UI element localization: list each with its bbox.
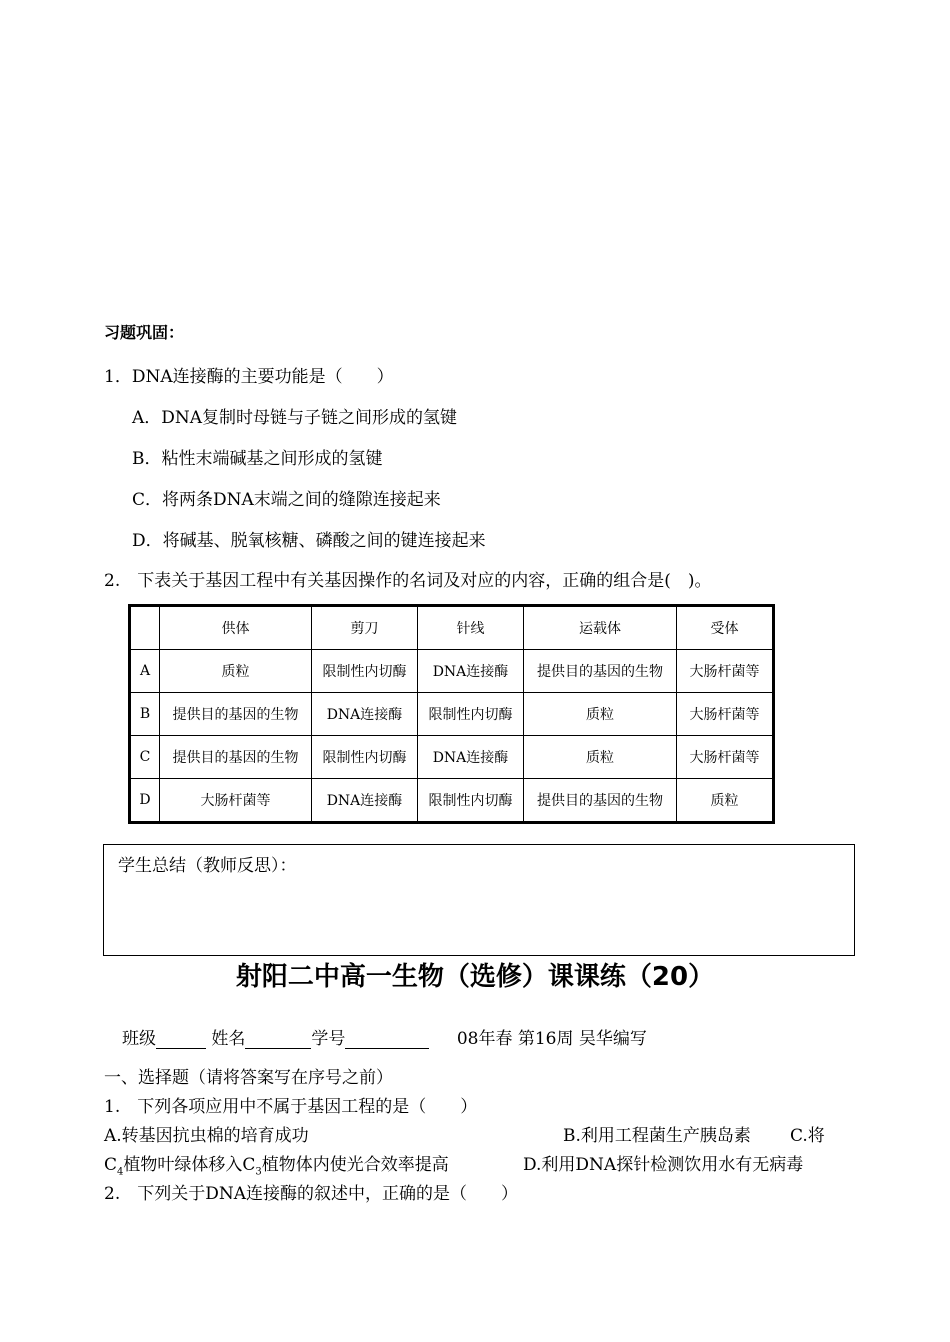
table-cell: C — [130, 736, 160, 779]
table-cell: DNA连接酶 — [312, 693, 418, 736]
table-cell: 提供目的基因的生物 — [524, 650, 677, 693]
question-1-option-a: A．DNA复制时母链与子链之间形成的氢键 — [132, 408, 458, 428]
worksheet-question-1-option-a: A.转基因抗虫棉的培育成功 — [104, 1126, 309, 1146]
worksheet-meta: 08年春 第16周 吴华编写 — [456, 1029, 647, 1049]
table-cell: D — [130, 779, 160, 823]
table-header-cell: 针线 — [418, 606, 524, 650]
table-cell: 限制性内切酶 — [418, 779, 524, 823]
question-1-stem: 1．DNA连接酶的主要功能是（ ） — [104, 367, 394, 387]
table-header-cell: 运载体 — [524, 606, 677, 650]
section-title: 习题巩固： — [104, 323, 185, 342]
table-cell: B — [130, 693, 160, 736]
table-cell: 提供目的基因的生物 — [524, 779, 677, 823]
student-summary-label: 学生总结（教师反思）： — [118, 856, 297, 876]
table-cell: 限制性内切酶 — [312, 650, 418, 693]
question-1-option-d: D．将碱基、脱氧核糖、磷酸之间的键连接起来 — [132, 531, 486, 551]
worksheet-title: 射阳二中高一生物（选修）课课练（20） — [235, 962, 715, 992]
table-cell: 大肠杆菌等 — [677, 693, 774, 736]
table-row — [130, 779, 774, 823]
table-cell: 大肠杆菌等 — [677, 736, 774, 779]
worksheet-question-2-stem: 2. 下列关于DNA连接酶的叙述中，正确的是（ ） — [104, 1184, 519, 1204]
worksheet-question-1-option-d: D.利用DNA探针检测饮用水有无病毒 — [523, 1155, 804, 1175]
question-1-option-c: C．将两条DNA末端之间的缝隙连接起来 — [132, 490, 441, 510]
name-blank[interactable] — [245, 1030, 311, 1049]
table-row — [130, 650, 774, 693]
worksheet-question-1-stem: 1. 下列各项应用中不属于基因工程的是（ ） — [104, 1097, 478, 1117]
class-label: 班级 — [122, 1029, 156, 1049]
c-option-end: 植物体内使光合效率提高 — [261, 1155, 449, 1175]
worksheet-question-1-option-c-rest — [104, 1150, 449, 1177]
table-cell: 质粒 — [160, 650, 312, 693]
c-option-middle: 植物叶绿体移入C — [123, 1155, 256, 1175]
table-cell: DNA连接酶 — [418, 650, 524, 693]
table-cell: A — [130, 650, 160, 693]
table-cell: 大肠杆菌等 — [677, 650, 774, 693]
table-header-cell: 供体 — [160, 606, 312, 650]
class-blank[interactable] — [156, 1030, 206, 1049]
table-cell: 质粒 — [677, 779, 774, 823]
table-cell: 提供目的基因的生物 — [160, 693, 312, 736]
table-cell: 提供目的基因的生物 — [160, 736, 312, 779]
table-cell: DNA连接酶 — [312, 779, 418, 823]
table-cell: DNA连接酶 — [418, 736, 524, 779]
c4-letter: C — [104, 1155, 118, 1175]
question-1-option-b: B．粘性末端碱基之间形成的氢键 — [132, 449, 383, 469]
question-2-stem: 2. 下表关于基因工程中有关基因操作的名词及对应的内容，正确的组合是( )。 — [104, 571, 712, 591]
gene-operation-table — [128, 604, 775, 824]
table-cell: 限制性内切酶 — [312, 736, 418, 779]
table-cell: 质粒 — [524, 693, 677, 736]
student-summary-box[interactable] — [103, 844, 855, 956]
c3-subscript: 3 — [255, 1166, 262, 1178]
worksheet-question-1-option-c-start: C.将 — [790, 1126, 825, 1146]
table-header-cell: 剪刀 — [312, 606, 418, 650]
part-1-heading: 一、选择题（请将答案写在序号之前） — [104, 1068, 393, 1088]
student-info-line — [122, 1024, 647, 1049]
name-label: 姓名 — [211, 1029, 246, 1049]
c4-subscript: 4 — [117, 1166, 124, 1178]
table-header-cell: 受体 — [677, 606, 774, 650]
student-id-label: 学号 — [311, 1029, 346, 1049]
table-cell: 质粒 — [524, 736, 677, 779]
table-cell: 大肠杆菌等 — [160, 779, 312, 823]
student-id-blank[interactable] — [345, 1030, 429, 1049]
worksheet-question-1-option-b: B.利用工程菌生产胰岛素 — [563, 1126, 751, 1146]
table-header-cell — [130, 606, 160, 650]
table-header-row — [130, 606, 774, 650]
table-row — [130, 736, 774, 779]
table-row — [130, 693, 774, 736]
table-cell: 限制性内切酶 — [418, 693, 524, 736]
